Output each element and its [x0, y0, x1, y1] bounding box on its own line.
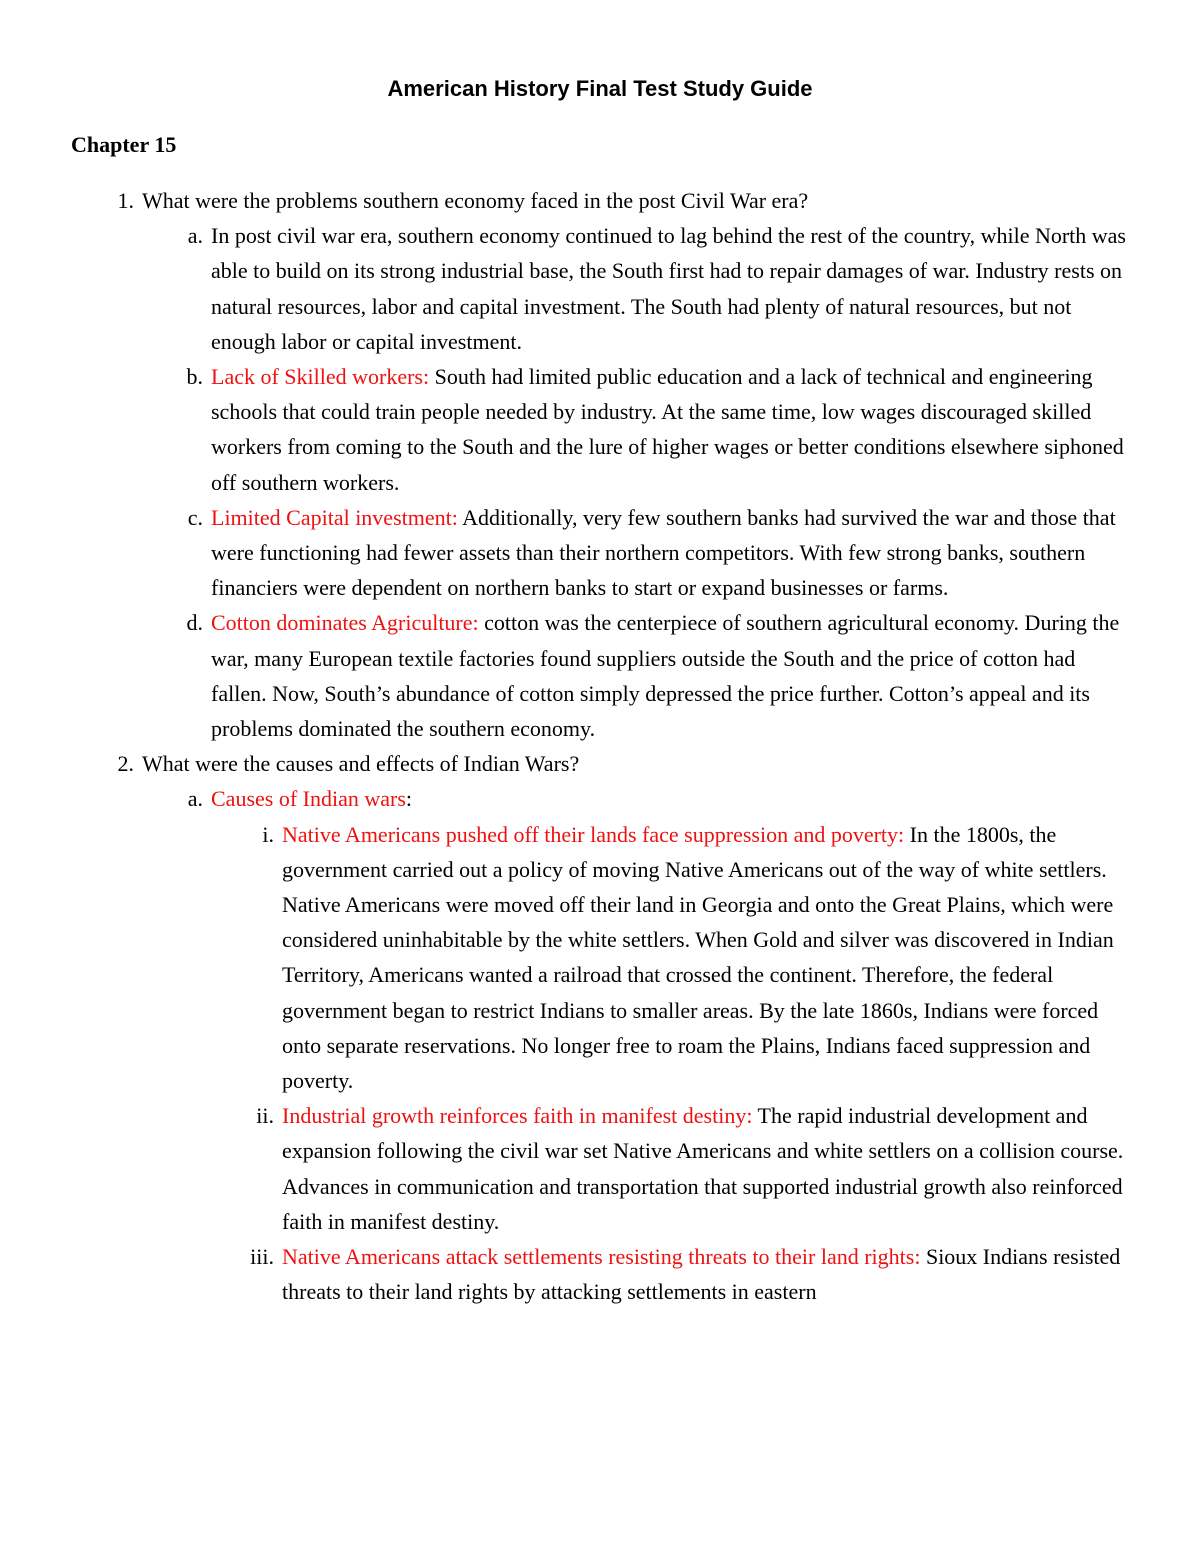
question-1: [117, 183, 1132, 218]
item-heading: Industrial growth reinforces faith in manifest destiny:: [282, 1103, 753, 1129]
answer-text: In post civil war era, southern economy continued to lag behind the rest of the country, while North was able to build on its strong industrial base, the South first had to repair damages of war. Industry rests on natural resources, labor and capital investment. The South had plenty of natural resources, but not enough labor or capital investment.: [211, 223, 1126, 354]
cause-item-ii: [256, 1098, 1132, 1239]
page-title: American History Final Test Study Guide: [387, 76, 813, 101]
answer-letter: d.: [186, 610, 203, 636]
answer-text: :: [405, 786, 413, 812]
item-text: Sioux Indians resisted threats to their land rights by attacking settlements in eastern: [282, 1244, 1121, 1305]
answer-1d: [186, 605, 1132, 746]
answer-heading: Cotton dominates Agriculture:: [211, 610, 479, 636]
answer-1c: [187, 500, 1132, 606]
question-number: 1.: [117, 188, 134, 213]
item-text: In the 1800s, the government carried out a policy of moving Native Americans out of the way of white settlers. Native Americans were moved off their land in Georgia and onto the Great Plains, which were considered uninhabitable by the white settlers. When Gold and silver was discovered in Indian Territory, Americans wanted a railroad that crossed the continent. Therefore, the federal government began to restrict Indians to smaller areas. By the late 1860s, Indians were forced onto separate reservations. No longer free to roam the Plains, Indians faced suppression and poverty.: [282, 821, 1114, 1094]
answer-letter: b.: [186, 364, 203, 390]
question-number: 2.: [117, 751, 134, 777]
answer-1a: [187, 218, 1132, 359]
answer-letter: a.: [187, 223, 203, 249]
question-text: What were the causes and effects of Indian Wars?: [142, 751, 580, 777]
item-numeral: iii.: [250, 1244, 274, 1270]
question-2: [117, 746, 1132, 781]
answer-letter: c.: [187, 504, 203, 530]
answer-text: cotton was the centerpiece of southern agricultural economy. During the war, many European textile factories found suppliers outside the South and the price of cotton had fallen. Now, South’s abundance of cotton simply depressed the price further. Cotton’s appeal and its problems dominated the southern economy.: [211, 610, 1120, 742]
answer-text: South had limited public education and a lack of technical and engineering schools that could train people needed by industry. At the same time, low wages discouraged skilled workers from coming to the South and the lure of higher wages or better conditions elsewhere siphoned off southern workers.: [211, 364, 1124, 495]
answer-heading: Causes of Indian wars: [211, 786, 406, 812]
answer-text: Additionally, very few southern banks had survived the war and those that were functioning had fewer assets than their northern competitors. With few strong banks, southern financiers were dependent on northern banks to start or expand businesses or farms.: [211, 504, 1116, 601]
question-text: What were the problems southern economy faced in the post Civil War era?: [142, 188, 809, 213]
study-guide-body: [0, 183, 1200, 1310]
cause-item-i: [262, 817, 1132, 1099]
chapter-heading: Chapter 15: [71, 132, 177, 157]
answer-letter: a.: [187, 786, 203, 812]
item-heading: Native Americans pushed off their lands face suppression and poverty:: [282, 821, 905, 847]
item-numeral: ii.: [256, 1103, 274, 1129]
cause-item-iii: [250, 1239, 1132, 1309]
answer-1b: [186, 359, 1132, 500]
item-text: The rapid industrial development and expansion following the civil war set Native Americans and white settlers on a collision course. Advances in communication and transportation that supported industrial growth also reinforced faith in manifest destiny.: [282, 1103, 1124, 1234]
answer-2a: [187, 781, 1132, 816]
answer-heading: Lack of Skilled workers:: [211, 364, 430, 390]
item-heading: Native Americans attack settlements resisting threats to their land rights:: [282, 1244, 921, 1270]
item-numeral: i.: [262, 821, 274, 847]
answer-heading: Limited Capital investment:: [211, 504, 458, 530]
